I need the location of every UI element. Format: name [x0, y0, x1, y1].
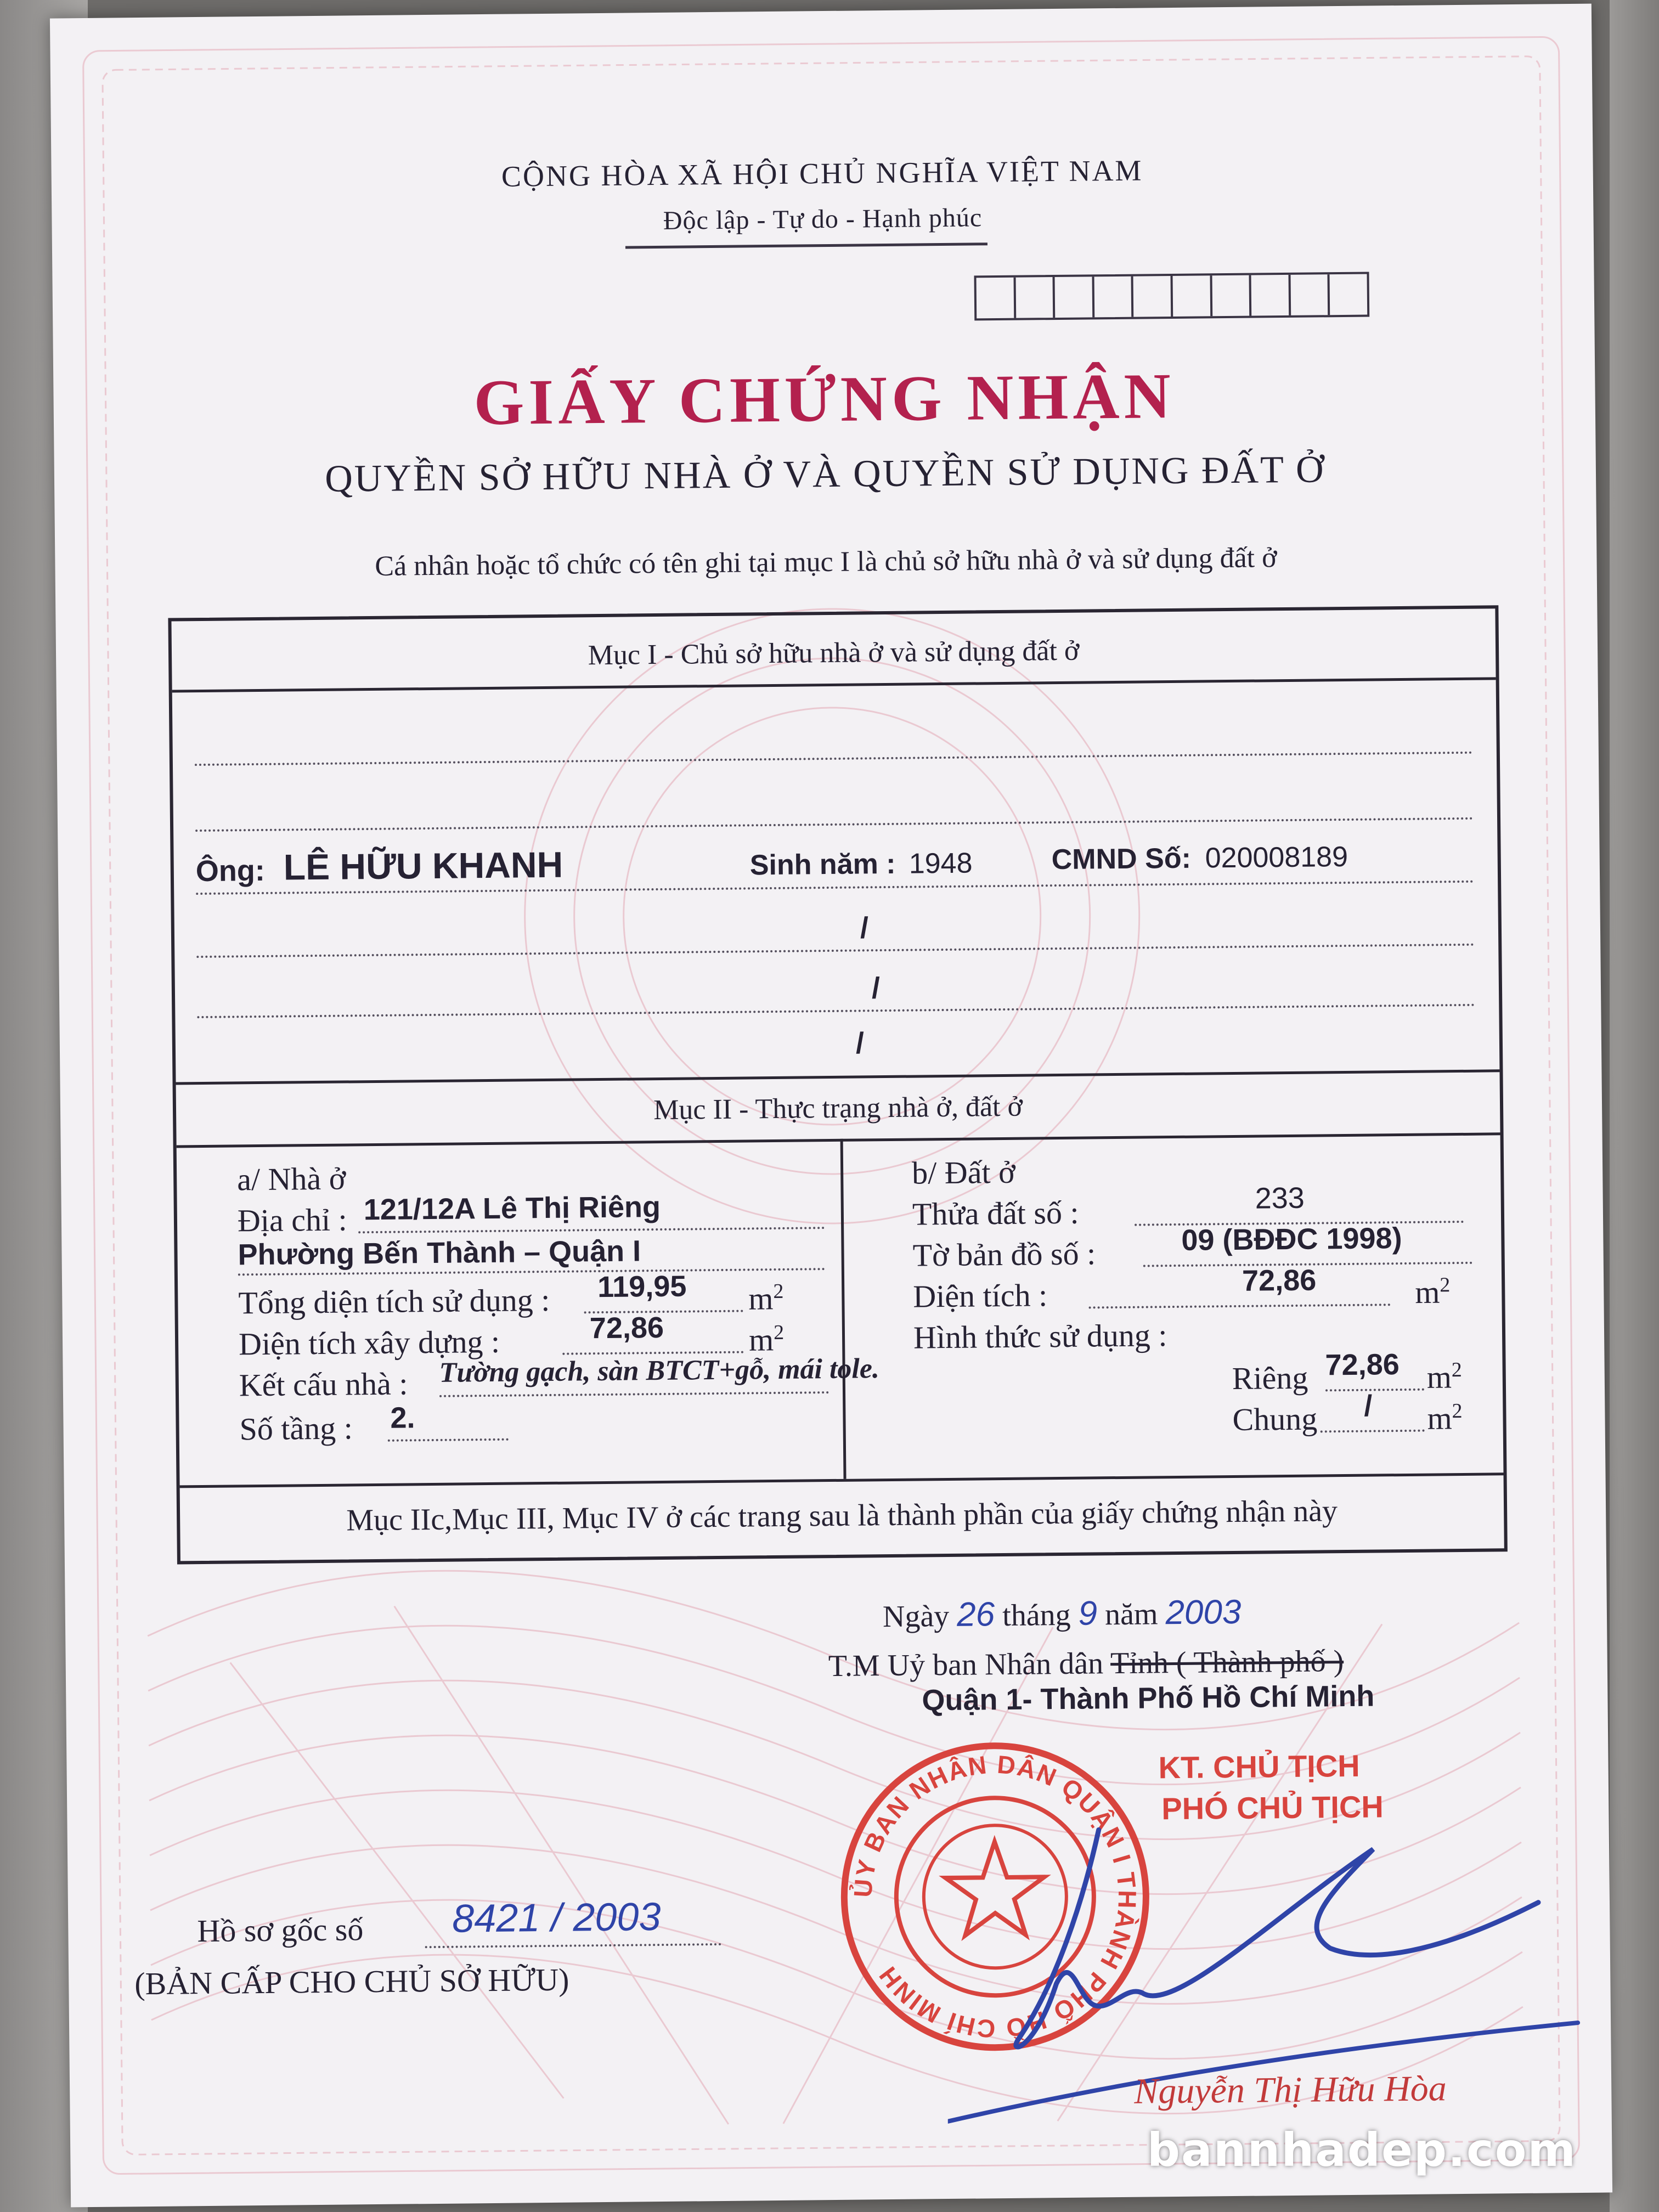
certificate-title: GIẤY CHỨNG NHẬN: [473, 359, 1176, 439]
address-line1: 121/12A Lê Thị Riêng: [363, 1190, 661, 1227]
dotted-line: [439, 1391, 829, 1397]
desk-background-right: [1610, 0, 1659, 2212]
map-label: Tờ bản đồ số :: [912, 1235, 1096, 1273]
unit-sup: 2: [1451, 1358, 1463, 1382]
unit-m: m: [1415, 1274, 1440, 1311]
certificate-lead-text: Cá nhân hoặc tổ chức có tên ghi tại mục I là chủ sở hữu nhà ở và sử dụng đất ở: [375, 542, 1277, 582]
record-label: Hồ sơ gốc số: [197, 1911, 364, 1949]
section2-heading: Mục II - Thực trạng nhà ở, đất ở: [653, 1091, 1023, 1126]
year-label: năm: [1104, 1597, 1158, 1632]
dotted-line: [1325, 1389, 1424, 1392]
authority-name: Quận 1- Thành Phố Hồ Chí Minh: [922, 1679, 1375, 1717]
issue-day: 26: [956, 1595, 995, 1634]
total-area-value: 119,95: [597, 1269, 687, 1304]
built-area-label: Diện tích xây dựng :: [238, 1323, 500, 1362]
section1-divider: [172, 677, 1496, 692]
day-label: Ngày: [882, 1599, 950, 1634]
private-area-value: 72,86: [1325, 1348, 1400, 1382]
issue-month: 9: [1078, 1594, 1098, 1633]
built-area-unit: [749, 1321, 785, 1358]
national-title: CỘNG HÒA XÃ HỘI CHỦ NGHĨA VIỆT NAM: [501, 154, 1143, 193]
birth-year: 1948: [909, 847, 973, 880]
authority-line: [828, 1644, 1344, 1684]
issue-year: 2003: [1165, 1593, 1242, 1632]
signer-name: Nguyễn Thị Hữu Hòa: [1133, 2068, 1447, 2112]
dotted-line: [358, 1227, 825, 1233]
floors-value: 2.: [390, 1401, 415, 1435]
id-label: CMND Số:: [1051, 842, 1192, 876]
land-area-value: 72,86: [1242, 1263, 1317, 1297]
month-label: tháng: [1002, 1598, 1071, 1633]
total-area-unit: [748, 1279, 784, 1317]
signer-title-2: PHÓ CHỦ TỊCH: [1161, 1789, 1384, 1826]
authority-prefix: T.M Uỷ ban Nhân dân: [828, 1646, 1104, 1684]
site-watermark: bannhadep.com: [1147, 2123, 1577, 2177]
address-label: Địa chỉ :: [237, 1201, 347, 1239]
owner-prefix: Ông:: [195, 854, 266, 888]
footer-note-divider: [180, 1472, 1504, 1488]
shared-area-value: /: [1364, 1389, 1373, 1423]
authority-struck: Tỉnh ( Thành phố ): [1110, 1644, 1344, 1681]
private-area-unit: [1426, 1358, 1462, 1396]
issue-date-line: [883, 1593, 1242, 1635]
unit-sup: 2: [773, 1279, 784, 1304]
built-area-value: 72,86: [589, 1311, 664, 1345]
floors-label: Số tầng :: [239, 1410, 353, 1447]
address-line2: Phường Bến Thành – Quận I: [238, 1234, 641, 1272]
map-value: 09 (BĐĐC 1998): [1181, 1222, 1402, 1257]
birth-label: Sinh năm :: [749, 848, 896, 882]
empty-field-slash: /: [860, 911, 869, 945]
unit-sup: 2: [773, 1321, 785, 1345]
house-heading: a/ Nhà ở: [236, 1160, 346, 1198]
dotted-line: [196, 944, 1475, 958]
dotted-line: [195, 752, 1473, 766]
unit-sup: 2: [1440, 1273, 1451, 1297]
structure-label: Kết cấu nhà :: [239, 1365, 408, 1403]
dotted-line: [1321, 1430, 1425, 1433]
land-area-label: Diện tích :: [913, 1277, 1048, 1314]
record-number: 8421 / 2003: [452, 1895, 661, 1941]
parcel-value: 233: [1255, 1181, 1305, 1215]
section1-heading: Mục I - Chủ sở hữu nhà ở và sử dụng đất ở: [588, 635, 1080, 672]
empty-field-slash: /: [855, 1026, 865, 1060]
section2-column-divider: [840, 1139, 847, 1479]
national-motto: Độc lập - Tự do - Hạnh phúc: [663, 203, 983, 235]
seal-text: ỦY BAN NHÂN DÂN QUẬN I THÀNH PHỐ HỒ CHÍ MINH: [848, 1750, 1142, 2044]
unit-m: m: [1427, 1400, 1452, 1436]
structure-value: Tường gạch, sàn BTCT+gỗ, mái tole.: [439, 1353, 880, 1389]
dotted-line: [1089, 1304, 1391, 1308]
shared-label: Chung: [1232, 1401, 1318, 1438]
certificate-main-box: [168, 605, 1507, 1564]
certificate-subtitle: QUYỀN SỞ HỮU NHÀ Ở VÀ QUYỀN SỬ DỤNG ĐẤT Ở: [324, 448, 1326, 500]
dotted-line: [197, 1004, 1475, 1018]
copy-note: (BẢN CẤP CHO CHỦ SỞ HỮU): [134, 1961, 569, 2002]
unit-sup: 2: [1452, 1399, 1463, 1423]
signer-title-1: KT. CHỦ TỊCH: [1158, 1748, 1360, 1785]
total-area-label: Tổng diện tích sử dụng :: [238, 1282, 550, 1321]
land-area-unit: [1415, 1273, 1451, 1311]
unit-m: m: [748, 1322, 774, 1358]
section-footer-note: Mục IIc,Mục III, Mục IV ở các trang sau là thành phần của giấy chứng nhận này: [346, 1494, 1338, 1538]
id-number: 020008189: [1205, 840, 1348, 874]
dotted-line: [195, 817, 1474, 832]
unit-m: m: [748, 1280, 774, 1317]
private-label: Riêng: [1232, 1359, 1308, 1397]
usage-label: Hình thức sử dụng :: [913, 1317, 1167, 1356]
parcel-label: Thửa đất số :: [912, 1194, 1079, 1232]
unit-m: m: [1426, 1359, 1452, 1395]
section2-top-divider: [176, 1069, 1500, 1085]
certificate-paper: [50, 4, 1612, 2208]
section2-divider: [177, 1132, 1500, 1148]
empty-field-slash: /: [871, 972, 881, 1005]
serial-number-boxes: [974, 272, 1369, 321]
dotted-line: [388, 1438, 509, 1442]
shared-area-unit: [1427, 1399, 1463, 1437]
land-heading: b/ Đất ở: [911, 1154, 1016, 1191]
owner-name: LÊ HỮU KHANH: [283, 844, 563, 888]
